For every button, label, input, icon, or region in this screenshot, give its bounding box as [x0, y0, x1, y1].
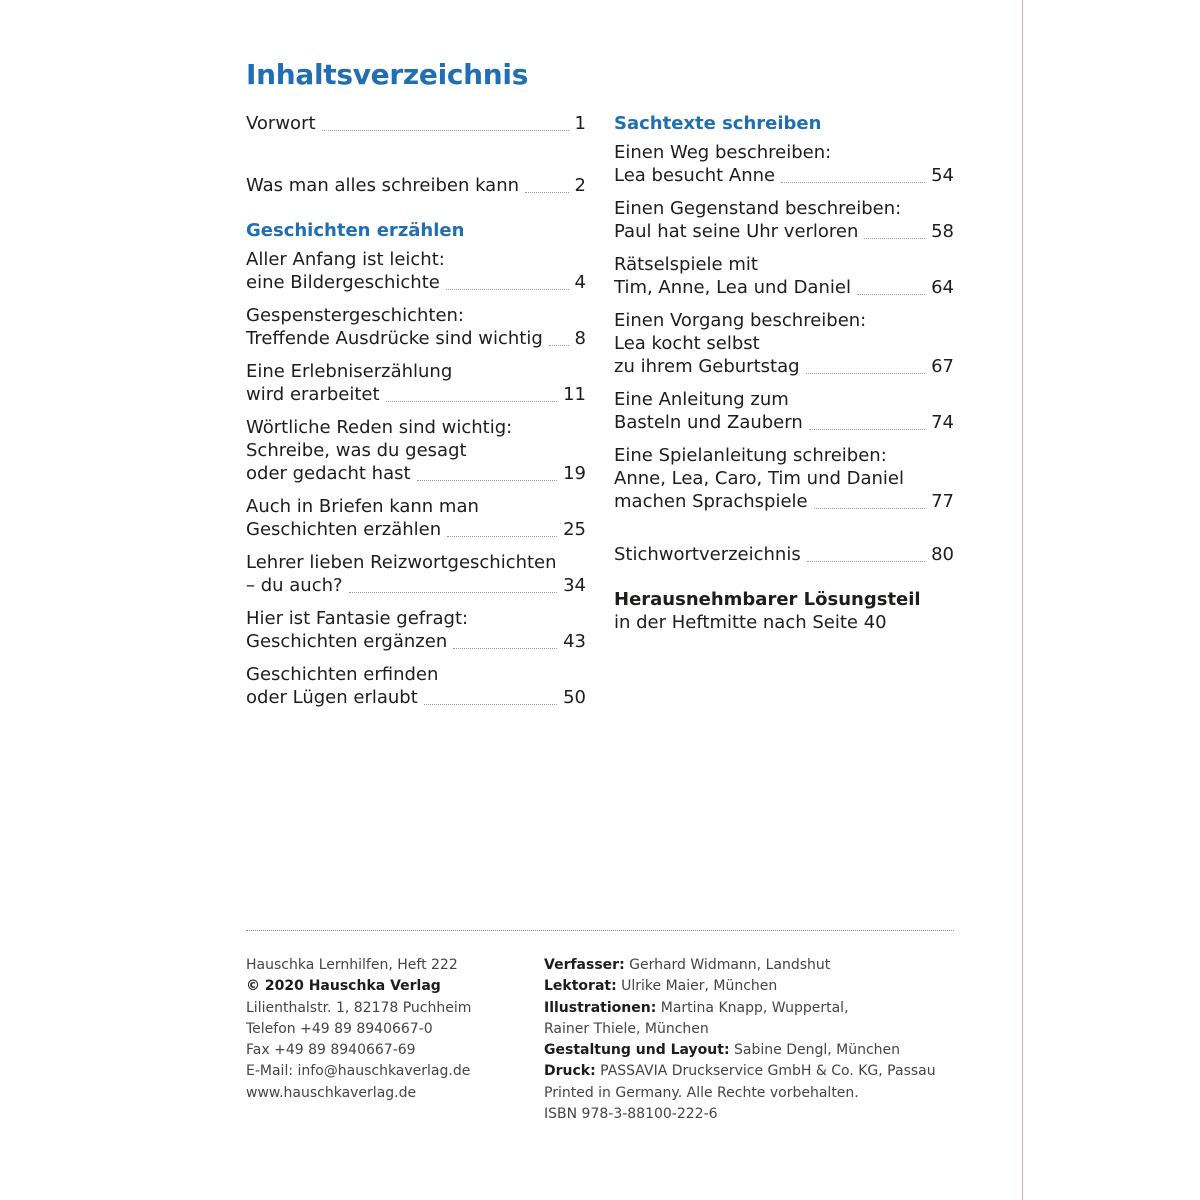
toc-entry: [246, 495, 586, 541]
dot-leader: [446, 289, 569, 290]
loesung-title: Herausnehmbarer Lösungsteil: [614, 589, 921, 610]
toc-entry-line: machen Sprachspiele: [614, 491, 808, 512]
toc-entry-last-line: [246, 518, 586, 541]
toc-entry-line: Basteln und Zaubern: [614, 412, 803, 433]
imprint-line: Lilienthalstr. 1, 82178 Puchheim: [246, 999, 472, 1016]
toc-entry-line: Vorwort: [246, 113, 316, 134]
toc-entry: [614, 141, 954, 187]
page-number: 25: [563, 519, 586, 540]
imprint-value: Sabine Dengl, München: [729, 1042, 901, 1059]
toc-entries-geschichten: [246, 248, 586, 709]
section-title-sachtexte: Sachtexte schreiben: [614, 113, 822, 134]
toc-entry: [614, 388, 954, 434]
imprint-credit-line: [544, 1083, 936, 1104]
page-number: 74: [931, 412, 954, 433]
toc-entry-line: Lea besucht Anne: [614, 165, 776, 186]
toc-entry: [614, 309, 954, 378]
imprint-label: Illustrationen:: [544, 999, 657, 1016]
page-number: 2: [574, 175, 586, 196]
toc-entry: [614, 444, 954, 513]
toc-entry-last-line: [246, 686, 586, 709]
page-number: 64: [931, 277, 954, 298]
toc-entry-line: Eine Erlebniserzählung: [246, 361, 453, 382]
toc-entry-last-line: [614, 355, 954, 378]
dot-leader: [806, 373, 926, 374]
dot-leader: [386, 401, 558, 402]
dot-leader: [809, 429, 925, 430]
dot-leader: [453, 648, 557, 649]
page-number: 54: [931, 165, 954, 186]
toc-entry-line: oder Lügen erlaubt: [246, 687, 418, 708]
imprint-label: Lektorat:: [544, 978, 617, 995]
imprint-credit-line: [544, 955, 936, 976]
imprint-credits: [544, 955, 936, 1125]
imprint-value: Martina Knapp, Wuppertal,: [656, 999, 849, 1016]
toc-entry-line: Paul hat seine Uhr verloren: [614, 221, 859, 242]
toc-entry-line: oder gedacht hast: [246, 463, 411, 484]
toc-entry-last-line: [614, 276, 954, 299]
page-number: 19: [563, 463, 586, 484]
dot-leader: [349, 592, 558, 593]
imprint-value: Rainer Thiele, München: [544, 1020, 709, 1037]
page-number: 34: [563, 575, 586, 596]
dot-leader: [322, 130, 569, 131]
toc-entry-line: Was man alles schreiben kann: [246, 175, 520, 196]
page-number: 67: [931, 356, 954, 377]
imprint-credit-line: [544, 976, 936, 997]
imprint-line: Fax +49 89 8940667-69: [246, 1042, 416, 1059]
page-number: 50: [563, 687, 586, 708]
imprint-credit-line: [544, 1040, 936, 1061]
toc-entry: [246, 304, 586, 350]
dot-leader: [807, 561, 925, 562]
toc-entry-line: Lehrer lieben Reizwortgeschichten: [246, 552, 557, 573]
imprint-value: Printed in Germany. Alle Rechte vorbehalten.: [544, 1084, 859, 1101]
imprint-label: Druck:: [544, 1063, 596, 1080]
toc-entry-line: Einen Vorgang beschreiben:: [614, 310, 867, 331]
toc-entry-line: Aller Anfang ist leicht:: [246, 249, 445, 270]
toc-entry: [614, 543, 954, 566]
toc-entry-last-line: [246, 174, 586, 197]
loesung-note: [614, 588, 954, 634]
toc-entry-last-line: [614, 164, 954, 187]
page-edge-line: [1022, 0, 1023, 1200]
toc-entry-line: – du auch?: [246, 575, 343, 596]
toc-entry-line: Geschichten erfinden: [246, 664, 439, 685]
toc-entry-line: Gespenstergeschichten:: [246, 305, 464, 326]
toc-entry-last-line: [614, 490, 954, 513]
toc-entry-last-line: [246, 383, 586, 406]
toc-entry-line: Schreibe, was du gesagt: [246, 440, 467, 461]
toc-entry: [614, 197, 954, 243]
toc-right-column: [614, 112, 954, 634]
toc-entry-line: zu ihrem Geburtstag: [614, 356, 800, 377]
imprint-credit-line: [544, 998, 936, 1019]
dot-leader: [864, 238, 925, 239]
imprint-credit-line: [544, 1104, 936, 1125]
imprint-line: E-Mail: info@hauschkaverlag.de: [246, 1063, 471, 1080]
page-title: Inhaltsverzeichnis: [246, 58, 529, 91]
imprint-label: Gestaltung und Layout:: [544, 1042, 730, 1059]
imprint-value: ISBN 978-3-88100-222-6: [544, 1106, 718, 1123]
toc-entry: [246, 663, 586, 709]
toc-entry-last-line: [614, 220, 954, 243]
toc-entry: [246, 248, 586, 294]
toc-entry: [246, 607, 586, 653]
toc-entry: [246, 416, 586, 485]
dot-leader: [781, 182, 925, 183]
imprint-value: PASSAVIA Druckservice GmbH & Co. KG, Passau: [595, 1063, 936, 1080]
toc-entry-line: Stichwortverzeichnis: [614, 544, 801, 565]
dot-leader: [857, 294, 925, 295]
page-number: 58: [931, 221, 954, 242]
dot-leader: [814, 508, 925, 509]
toc-entry-last-line: [614, 411, 954, 434]
toc-entry-last-line: [246, 630, 586, 653]
loesung-text: in der Heftmitte nach Seite 40: [614, 612, 887, 633]
toc-entry-last-line: [614, 543, 954, 566]
toc-entry-line: Eine Anleitung zum: [614, 389, 789, 410]
dot-leader: [549, 345, 569, 346]
imprint-credit-line: [544, 1061, 936, 1082]
toc-entry-last-line: [246, 327, 586, 350]
dot-leader: [417, 480, 558, 481]
dot-leader: [424, 704, 557, 705]
dot-leader: [447, 536, 557, 537]
page-number: 43: [563, 631, 586, 652]
toc-entry-line: Treffende Ausdrücke sind wichtig: [246, 328, 543, 349]
page-number: 80: [931, 544, 954, 565]
dot-leader: [525, 192, 569, 193]
toc-entry: [246, 360, 586, 406]
page-number: 8: [574, 328, 586, 349]
toc-entry: [246, 174, 586, 197]
page-number: 11: [563, 384, 586, 405]
imprint-value: Ulrike Maier, München: [616, 978, 778, 995]
toc-entry-line: wird erarbeitet: [246, 384, 380, 405]
toc-stichwort: [614, 543, 954, 566]
imprint-label: Verfasser:: [544, 957, 625, 973]
page-number: 4: [574, 272, 586, 293]
toc-entry: [246, 112, 586, 135]
toc-entry-line: Eine Spielanleitung schreiben:: [614, 445, 887, 466]
imprint-credit-line: [544, 1019, 936, 1040]
imprint-divider: [246, 930, 954, 931]
imprint-line: www.hauschkaverlag.de: [246, 1084, 417, 1101]
section-title-geschichten: Geschichten erzählen: [246, 220, 465, 241]
toc-entry-last-line: [246, 462, 586, 485]
toc-entry: [614, 253, 954, 299]
toc-entry-line: Wörtliche Reden sind wichtig:: [246, 417, 513, 438]
toc-entry-last-line: [246, 271, 586, 294]
toc-entry-line: Einen Gegenstand beschreiben:: [614, 198, 902, 219]
imprint-line: © 2020 Hauschka Verlag: [246, 978, 441, 995]
toc-front-matter: [246, 112, 586, 197]
imprint-line: Telefon +49 89 8940667-0: [246, 1020, 433, 1037]
toc-entry-line: Anne, Lea, Caro, Tim und Daniel: [614, 468, 905, 489]
toc-entry-last-line: [246, 574, 586, 597]
toc-entry-last-line: [246, 112, 586, 135]
toc-entries-sachtexte: [614, 141, 954, 513]
toc-entry-line: Rätselspiele mit: [614, 254, 758, 275]
imprint-value: Gerhard Widmann, Landshut: [624, 957, 831, 973]
page-number: 77: [931, 491, 954, 512]
toc-entry-line: eine Bildergeschichte: [246, 272, 440, 293]
toc-entry-line: Geschichten erzählen: [246, 519, 442, 540]
toc-entry: [246, 551, 586, 597]
toc-entry-line: Einen Weg beschreiben:: [614, 142, 832, 163]
toc-entry-line: Tim, Anne, Lea und Daniel: [614, 277, 851, 298]
toc-entry-line: Lea kocht selbst: [614, 333, 760, 354]
imprint-line: Hauschka Lernhilfen, Heft 222: [246, 957, 458, 973]
toc-entry-line: Geschichten ergänzen: [246, 631, 448, 652]
page-number: 1: [574, 113, 586, 134]
toc-entry-line: Hier ist Fantasie gefragt:: [246, 608, 469, 629]
toc-left-column: [246, 112, 586, 719]
imprint-publisher: [246, 955, 471, 1104]
toc-entry-line: Auch in Briefen kann man: [246, 496, 479, 517]
